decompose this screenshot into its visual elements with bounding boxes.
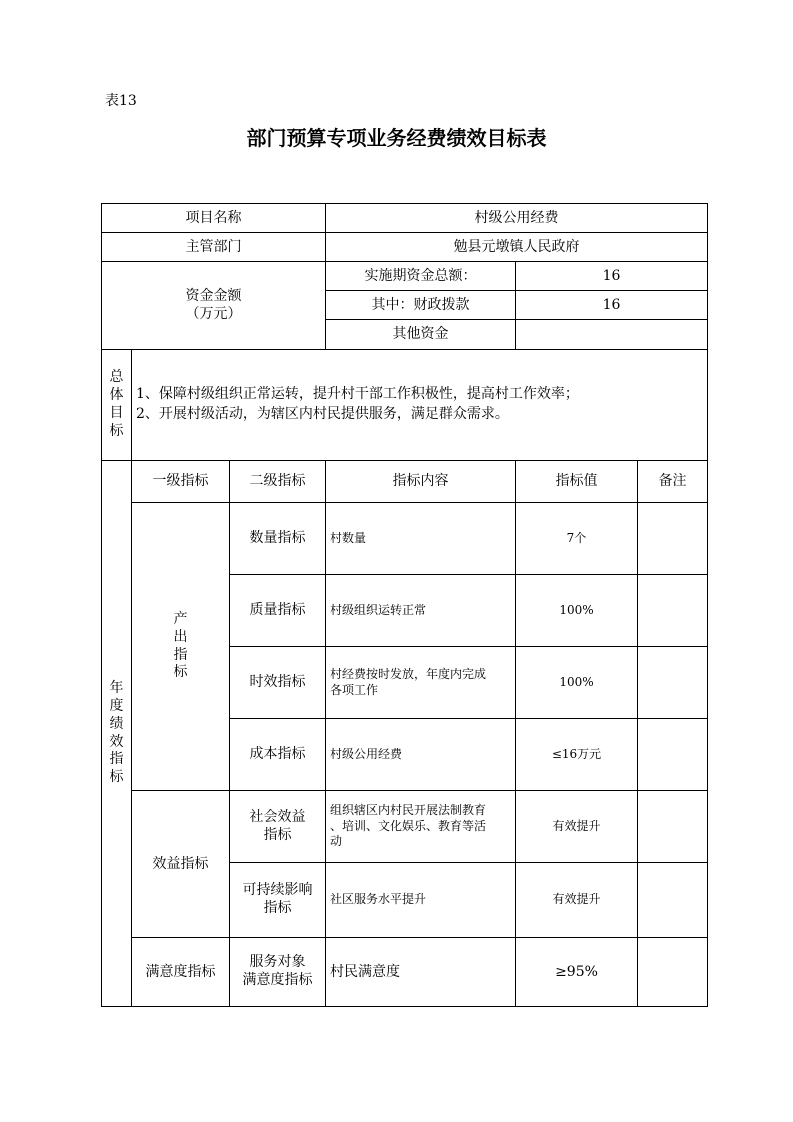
value-quality: 100% xyxy=(516,575,638,647)
remark-social-benefit xyxy=(638,791,708,863)
remark-timeliness xyxy=(638,647,708,719)
total-fund-value: 16 xyxy=(516,262,708,291)
content-cost: 村级公用经费 xyxy=(326,719,516,791)
remark-cost xyxy=(638,719,708,791)
value-timeliness: 100% xyxy=(516,647,638,719)
value-service-satisfaction: ≥95% xyxy=(516,938,638,1007)
goal-line-1: 1、保障村级组织正常运转，提升村干部工作积极性，提高村工作效率； xyxy=(136,386,579,402)
page-title: 部门预算专项业务经费绩效目标表 xyxy=(246,126,547,150)
fiscal-fund-label: 其中：财政拨款 xyxy=(326,291,516,320)
content-sustainable-impact: 社区服务水平提升 xyxy=(326,863,516,938)
satisfaction-indicators-label: 满意度指标 xyxy=(132,938,230,1007)
dept-label: 主管部门 xyxy=(102,233,326,262)
remark-service-satisfaction xyxy=(638,938,708,1007)
total-fund-label: 实施期资金总额： xyxy=(326,262,516,291)
other-fund-label: 其他资金 xyxy=(326,320,516,350)
annual-indicators-label: 年 度 绩 效 指 标 xyxy=(102,461,132,1007)
goal-line-2: 2、开展村级活动，为辖区内村民提供服务，满足群众需求。 xyxy=(136,406,509,423)
content-quantity: 村数量 xyxy=(326,503,516,575)
fiscal-fund-value: 16 xyxy=(516,291,708,320)
content-timeliness: 村经费按时发放，年度内完成 各项工作 xyxy=(326,647,516,719)
remark-sustainable-impact xyxy=(638,863,708,938)
value-cost: ≤16万元 xyxy=(516,719,638,791)
value-quantity: 7个 xyxy=(516,503,638,575)
header-level1: 一级指标 xyxy=(132,461,230,503)
overall-goal-text xyxy=(132,350,708,461)
performance-table xyxy=(101,203,708,1007)
level2-service-satisfaction: 服务对象 满意度指标 xyxy=(230,938,326,1007)
content-quality: 村级组织运转正常 xyxy=(326,575,516,647)
project-name-label: 项目名称 xyxy=(102,204,326,233)
level2-quantity: 数量指标 xyxy=(230,503,326,575)
other-fund-value xyxy=(516,320,708,350)
level2-timeliness: 时效指标 xyxy=(230,647,326,719)
content-service-satisfaction: 村民满意度 xyxy=(326,938,516,1007)
fund-amount-label: 资金金额 （万元） xyxy=(102,262,326,350)
level2-sustainable-impact: 可持续影响 指标 xyxy=(230,863,326,938)
value-sustainable-impact: 有效提升 xyxy=(516,863,638,938)
level2-cost: 成本指标 xyxy=(230,719,326,791)
level2-social-benefit: 社会效益 指标 xyxy=(230,791,326,863)
header-level2: 二级指标 xyxy=(230,461,326,503)
project-name-value: 村级公用经费 xyxy=(326,204,708,233)
header-content: 指标内容 xyxy=(326,461,516,503)
remark-quantity xyxy=(638,503,708,575)
value-social-benefit: 有效提升 xyxy=(516,791,638,863)
dept-value: 勉县元墩镇人民政府 xyxy=(326,233,708,262)
content-social-benefit: 组织辖区内村民开展法制教育 、培训、文化娱乐、教育等活 动 xyxy=(326,791,516,863)
level2-quality: 质量指标 xyxy=(230,575,326,647)
table-number: 表13 xyxy=(105,93,137,109)
remark-quality xyxy=(638,575,708,647)
header-value: 指标值 xyxy=(516,461,638,503)
benefit-indicators-label: 效益指标 xyxy=(132,791,230,938)
overall-goal-label: 总 体 目 标 xyxy=(102,350,132,461)
output-indicators-label: 产 出 指 标 xyxy=(132,503,230,791)
header-remark: 备注 xyxy=(638,461,708,503)
